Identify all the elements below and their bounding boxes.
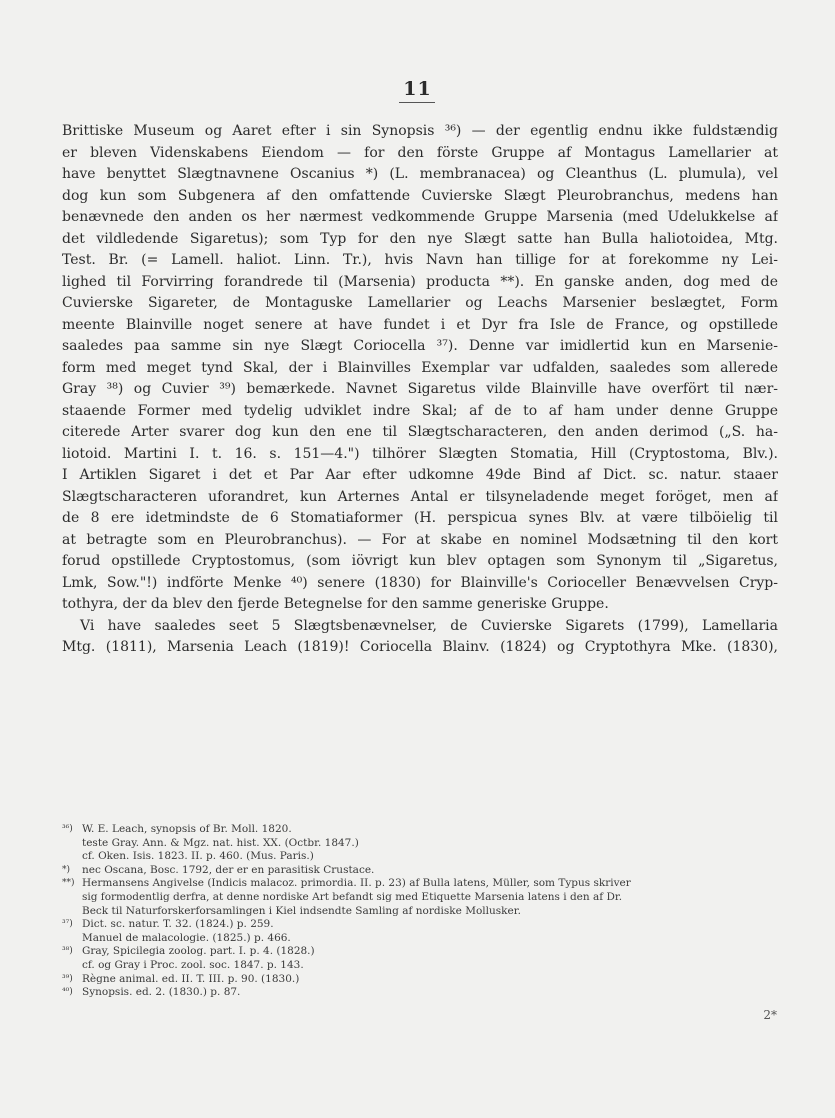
footnote-38-cont: cf. og Gray i Proc. zool. soc. 1847. p. 143.	[82, 958, 304, 971]
text-line: de 8 ere idetmindste de 6 Stomatiaformer (H. perspicua synes Blv. at være tilböielig til	[62, 510, 778, 526]
text-line: Brittiske Museum og Aaret efter i sin Synopsis ³⁶) — der egentlig endnu ikke fuldstændig	[62, 123, 778, 139]
text-line: Gray ³⁸) og Cuvier ³⁹) bemærkede. Navnet Sigaretus vilde Blainville have overfört til nær-	[62, 381, 778, 397]
text-line: citerede Arter svarer dog kun den ene til Slægtscharacteren, den anden derimod („S. ha-	[62, 424, 778, 440]
printer-signature: 2*	[763, 1008, 777, 1022]
footnote-40	[62, 986, 778, 1000]
text-line: det vildledende Sigaretus); som Typ for den nye Slægt satte han Bulla haliotoidea, Mtg.	[62, 230, 778, 247]
page-number-underline	[399, 102, 435, 103]
footnote-text: Dict. sc. natur. T. 32. (1824.) p. 259.	[82, 918, 274, 931]
text-line: form med meget tynd Skal, der i Blainvilles Exemplar var udfalden, saaledes som allerede	[62, 359, 778, 376]
text-line: er bleven Videnskabens Eiendom — for den förste Gruppe af Montagus Lamellarier at	[62, 144, 778, 161]
footnote-text: Règne animal. ed. II. T. III. p. 90. (1830.)	[82, 972, 300, 985]
footnote-mark: ³⁸)	[62, 946, 73, 957]
page-number: 11	[403, 78, 432, 100]
footnote-text: W. E. Leach, synopsis of Br. Moll. 1820.	[82, 823, 292, 835]
text-line: liotoid. Martini I. t. 16. s. 151—4.") tilhörer Slægten Stomatia, Hill (Cryptostoma, Blv.).	[62, 445, 778, 462]
footnote-36-cont: teste Gray. Ann. & Mgz. nat. hist. XX. (Octbr. 1847.)	[82, 836, 359, 849]
footnote-text: Hermansens Angivelse (Indicis malacoz. primordia. II. p. 23) af Bulla latens, Müller, som Typus skriver	[82, 877, 631, 890]
text-line: lighed til Forvirring forandrede til (Marsenia) producta **). En ganske anden, dog med de	[62, 273, 778, 290]
text-line: Lmk, Sow."!) indförte Menke ⁴⁰) senere (1830) for Blainville's Corioceller Benævvelsen Cryp-	[62, 574, 778, 591]
footnote-mark: ³⁷)	[62, 919, 73, 930]
text-line: Slægtscharacteren uforandret, kun Arternes Antal er tilsyneladende meget foröget, men af	[62, 488, 778, 505]
footnote-mark: ³⁹)	[62, 973, 73, 984]
text-line: Vi have saaledes seet 5 Slægtsbenævnelser, de Cuvierske Sigarets (1799), Lamellaria	[80, 617, 778, 634]
text-line: I Artiklen Sigaret i det et Par Aar efter udkomne 49de Bind af Dict. sc. natur. staaer	[62, 467, 778, 483]
footnote-37	[62, 918, 778, 932]
text-line: Test. Br. (= Lamell. haliot. Linn. Tr.), hvis Navn han tillige for at forekomme ny Lei-	[62, 252, 778, 268]
footnote-38	[62, 945, 778, 959]
footnote-37-cont: Manuel de malacologie. (1825.) p. 466.	[82, 931, 291, 944]
footnotes	[62, 823, 778, 1000]
text-line: staaende Former med tydelig udviklet indre Skal; af de to af ham under denne Gruppe	[62, 402, 778, 419]
footnote-double-star-cont: Beck til Naturforskerforsamlingen i Kiel indsendte Samling af nordiske Mollusker.	[82, 904, 521, 917]
footnote-double-star-cont: sig formodentlig derfra, at denne nordiske Art befandt sig med Etiquette Marsenia latens i den af Dr.	[82, 890, 623, 903]
footnote-text: nec Oscana, Bosc. 1792, der er en parasitisk Crustace.	[82, 863, 375, 876]
footnote-mark: ⁴⁰)	[62, 987, 73, 998]
footnote-star	[62, 864, 778, 878]
footnote-double-star	[62, 877, 778, 891]
text-line: saaledes paa samme sin nye Slægt Coriocella ³⁷). Denne var imidlertid kun en Marsenie-	[62, 338, 778, 354]
text-line: meente Blainville noget senere at have fundet i et Dyr fra Isle de France, og opstillede	[62, 316, 778, 333]
footnote-mark: *)	[62, 864, 71, 875]
text-line: tothyra, der da blev den fjerde Betegnelse for den samme generiske Gruppe.	[62, 596, 609, 612]
footnote-mark: **)	[62, 878, 75, 889]
main-text	[62, 121, 778, 659]
text-line: Cuvierske Sigareter, de Montaguske Lamellarier og Leachs Marsenier beslægtet, Form	[62, 295, 778, 311]
footnote-36-cont: cf. Oken. Isis. 1823. II. p. 460. (Mus. Paris.)	[82, 850, 314, 863]
footnote-39	[62, 973, 778, 987]
text-line: forud opstillede Cryptostomus, (som iövrigt kun blev optagen som Synonym til „Sigaretus,	[62, 553, 778, 569]
text-line: benævnede den anden os her nærmest vedkommende Gruppe Marsenia (med Udelukkelse af	[62, 209, 778, 225]
footnote-text: Synopsis. ed. 2. (1830.) p. 87.	[82, 986, 241, 999]
text-line: dog kun som Subgenera af den omfattende Cuvierske Slægt Pleurobranchus, medens han	[62, 187, 778, 204]
footnote-text: Gray, Spicilegia zoolog. part. I. p. 4. (1828.)	[82, 945, 315, 958]
text-line: have benyttet Slægtnavnene Oscanius *) (L. membranacea) og Cleanthus (L. plumula), vel	[62, 166, 778, 182]
text-line: at betragte som en Pleurobranchus). — For at skabe en nominel Modsætning til den kort	[62, 531, 778, 548]
footnote-36	[62, 823, 778, 837]
footnote-mark: ³⁶)	[62, 824, 73, 834]
text-line: Mtg. (1811), Marsenia Leach (1819)! Coriocella Blainv. (1824) og Cryptothyra Mke. (1830),	[62, 639, 778, 655]
